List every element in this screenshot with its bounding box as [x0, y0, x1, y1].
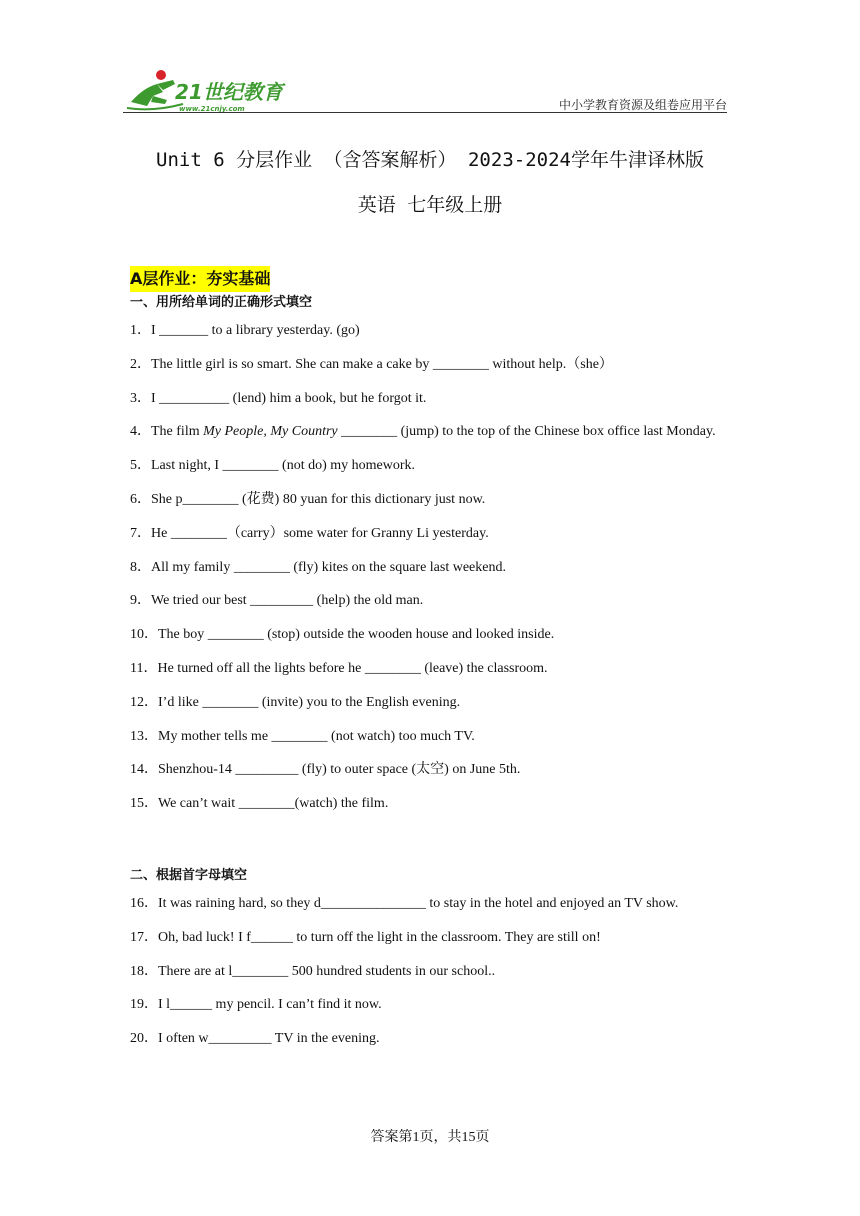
header-divider — [123, 112, 727, 113]
question-1: 1．I _______ to a library yesterday. (go) — [130, 323, 360, 338]
question-16: 16．It was raining hard, so they d_______________ to stay in the hotel and enjoyed an TV show. — [130, 895, 679, 911]
platform-label: 中小学教育资源及组卷应用平台 — [558, 98, 727, 112]
question-12: 12．I’d like ________ (invite) you to the English evening. — [130, 694, 461, 710]
question-11: 11．He turned off all the lights before he ________ (leave) the classroom. — [130, 660, 548, 676]
question-4-pre: 4．The film — [130, 424, 204, 440]
question-2: 2．The little girl is so smart. She can make a cake by ________ without help.（she） — [130, 356, 613, 372]
question-5: 5．Last night, I ________ (not do) my homework. — [130, 458, 416, 474]
question-14: 14．Shenzhou-14 _________ (fly) to outer space (太空) on June 5th. — [130, 762, 521, 778]
question-9: 9．We tried our best _________ (help) the old man. — [130, 593, 424, 609]
page-title-line1: Unit 6 分层作业 （含答案解析） 2023-2024学年牛津译林版 — [156, 149, 704, 171]
question-13: 13．My mother tells me ________ (not watch) too much TV. — [130, 728, 475, 744]
question-20: 20．I often w_________ TV in the evening. — [130, 1031, 380, 1047]
question-3: 3．I __________ (lend) him a book, but he forgot it. — [130, 390, 427, 406]
page-footer: 答案第1页，共15页 — [370, 1130, 490, 1145]
logo-icon — [123, 66, 293, 114]
page-title-line2: 英语 七年级上册 — [357, 194, 503, 216]
logo-leg — [151, 96, 167, 104]
question-6: 6．She p________ (花费) 80 yuan for this dictionary just now. — [130, 491, 486, 507]
part1-heading: 一、用所给单词的正确形式填空 — [130, 295, 313, 310]
question-8: 8．All my family ________ (fly) kites on the square last weekend. — [130, 559, 506, 575]
logo-swoosh — [127, 104, 183, 109]
logo-head — [156, 70, 166, 80]
question-4-film-title: My People, My Country — [203, 424, 338, 440]
question-15: 15．We can’t wait ________(watch) the film. — [130, 796, 389, 812]
page-header — [123, 66, 727, 114]
question-17: 17．Oh, bad luck! I f______ to turn off the light in the classroom. They are still on! — [130, 929, 601, 945]
question-10: 10．The boy ________ (stop) outside the wooden house and looked inside. — [130, 627, 555, 643]
question-4 — [130, 415, 740, 449]
question-7: 7．He ________（carry）some water for Granny Li yesterday. — [130, 525, 489, 541]
section-a-label: A层作业：夯实基础 — [130, 266, 270, 292]
part2-heading: 二、根据首字母填空 — [130, 867, 248, 883]
logo-text: 21世纪教育 — [175, 80, 283, 104]
worksheet-body — [130, 266, 740, 1056]
logo-url: www.21cnjy.com — [179, 105, 245, 113]
logo — [123, 66, 293, 114]
question-19: 19．I l______ my pencil. I can’t find it now. — [130, 997, 382, 1013]
question-4-post: ________ (jump) to the top of the Chinese box office last Monday. — [337, 424, 716, 440]
question-18: 18．There are at l________ 500 hundred students in our school.. — [130, 963, 496, 979]
section-spacer — [130, 821, 740, 865]
